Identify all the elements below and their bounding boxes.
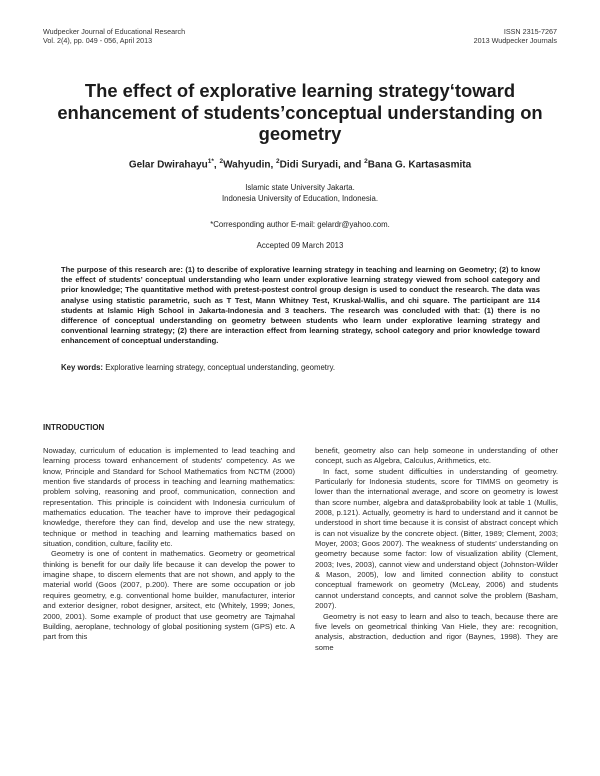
keywords-label: Key words: — [61, 363, 104, 372]
author-name: Didi Suryadi — [279, 159, 339, 171]
author-sup: 2 — [364, 158, 368, 165]
author-name: Gelar Dwirahayu — [128, 159, 208, 171]
affiliation-1: Islamic state University Jakarta. — [245, 183, 355, 192]
paragraph: Geometry is one of content in mathematics. Geometry or geometrical thinking is benefit for our daily life because it can develop the power to imagine shape, to discern elements that are not shown, and apply to the material world (Goos (2007, p.200). There are some occupation or job requires geometry, e.g. conventional home builder, manufacturer, interior and exterior designer, robot designer, arsitect, etc (Whitely, 1999; Jones, 2000, 2001). Some example of product that use geometry are Tajmahal Building, aeroplane, technology of global positioning system (GPS) etc. A part from this — [43, 549, 295, 642]
author-sep: , — [270, 159, 277, 171]
author-sep: , — [213, 159, 220, 171]
body-column-right — [315, 446, 558, 653]
journal-name: Wudpecker Journal of Educational Research — [43, 27, 186, 36]
journal-volume: Vol. 2(4), pp. 049 - 056, April 2013 — [43, 36, 153, 45]
paragraph: In fact, some student difficulties in understanding of geometry. Particularly for Indonesia students, score for TIMMS on geometry is lower than the international average, and score on geometry is lowest than score number, algebra and data&probability look at table 1 (Mullis, 2008, p.121). Actually, geometry is hard to understand and it cannot be understood in short time because it is consist of abstract concept which is can not visualize by the concrete object. (Bitter, 1989; Clement, 2003; Moyer, 2003; Goos 2007). The weakness of students’ understanding on geometry because some factor: low of visualization ability (Clement, 2003; Ives, 2003), cannot view and understand object (Johnston-Wilder & Mason, 2005), low and limited connection ability to constuct conceptual framework on geometry (McLeay, 2006) and students cannot understand concepts, and cannot solve the problem (Basham, 2007). — [315, 466, 558, 611]
author-name: Bana G. Kartasasmita — [367, 159, 472, 171]
section-heading: INTRODUCTION — [43, 423, 105, 432]
keywords — [61, 363, 540, 372]
author-list — [30, 158, 570, 170]
journal-header-left — [43, 27, 185, 45]
paragraph: benefit, geometry also can help someone in understanding of other concept, such as Algebra, Calculus, Arithmetics, etc. — [315, 446, 558, 466]
journal-issn: ISSN 2315-7267 — [503, 27, 557, 36]
paragraph: Geometry is not easy to learn and also to teach, because there are five levels on geometrical thinking Van Hiele, they are: recognition, analysis, abstraction, deduction and rigor (Baynes, 1998). They are some — [315, 611, 558, 652]
abstract: The purpose of this research are: (1) to describe of explorative learning strategy in teaching and learning on Geometry; (2) to know the effect of students’ conceptual understanding who learn under explorative learning strategy viewed from school category and prior knowledge; The quantitative method with pretest-postest control group design is used to conduct the research. The data was analyse using statistic parametric, such as T Test, Mann Whitney Test, Kruskal-Wallis, and chi square. The participant are 114 students at Islamic High School in Jakarta-Indonesia and 3 teachers. The research was concluded with that: (1) there is no difference of conceptual understanding on geometry between students who learn under explorative learning strategy and conventional learning strategy; (2) there are interaction effect from learning strategy, school category and prior knowledge toward enhancement of conceptual understanding. — [61, 265, 540, 346]
body-column-left — [43, 446, 295, 643]
author-sup: 1* — [207, 158, 214, 165]
paper-title: The effect of explorative learning strategy‘toward enhancement of students’conceptual understanding on geometry — [57, 80, 543, 144]
accepted-date: Accepted 09 March 2013 — [256, 241, 344, 250]
journal-copyright: 2013 Wudpecker Journals — [473, 36, 557, 45]
affiliations — [30, 183, 570, 204]
paragraph: Nowaday, curriculum of education is implemented to lead teaching and learning process toward enhancement of students’ competency. As we know, Principle and Standard for School Mathematics from NCTM (2000) mention five standards of process in teaching and learning mathematics: problem solving, reasoning and proof, communication, connection and representation. This principle is coincident with Indonesia curriculum of mathematics education. The teacher have to improve their pedagogical knowledge, therefore they can find, develop and use the new strategy, technique or method in teaching and learning mathematics based on situation, condition, culture, facility etc. — [43, 446, 295, 549]
affiliation-2: Indonesia University of Education, Indonesia. — [221, 193, 379, 203]
keywords-text: Explorative learning strategy, conceptual understanding, geometry. — [105, 363, 336, 372]
author-sup: 2 — [219, 158, 224, 165]
author-sep: , and — [338, 159, 365, 171]
author-sup: 2 — [276, 158, 280, 165]
corresponding-author: *Corresponding author E-mail: gelardr@yahoo.com. — [210, 220, 390, 229]
author-name: Wahyudin — [223, 159, 271, 171]
journal-header-right — [474, 27, 557, 45]
